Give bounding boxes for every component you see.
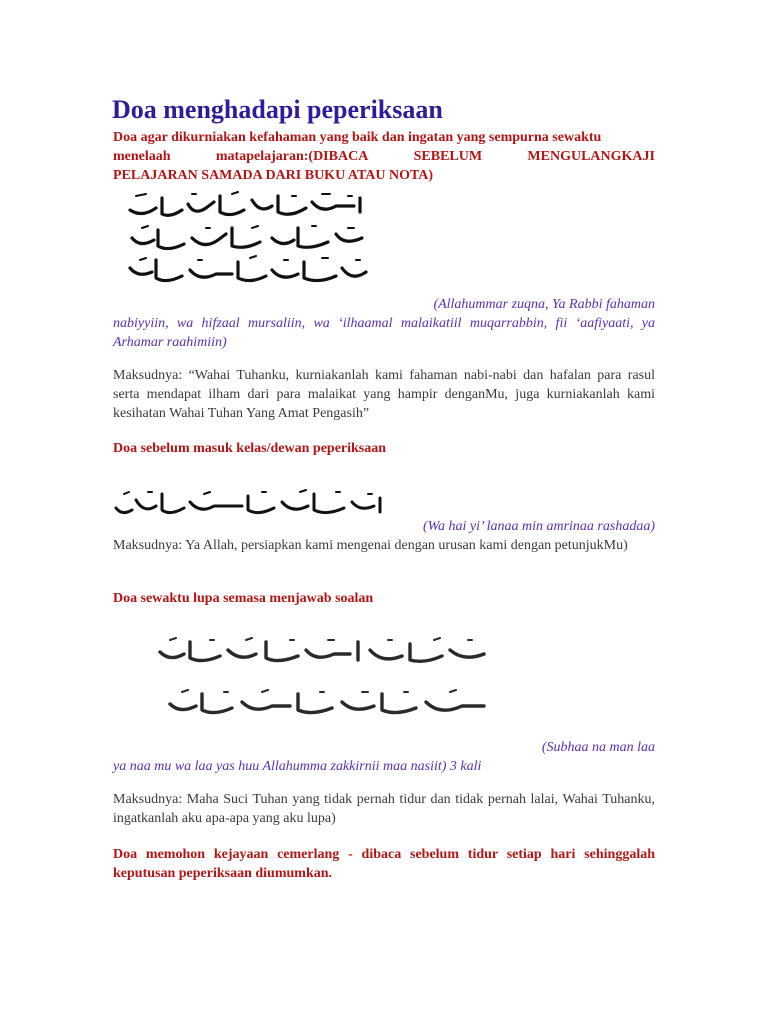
section3-heading: Doa sewaktu lupa semasa menjawab soalan: [113, 591, 374, 606]
page-title: Doa menghadapi peperiksaan: [112, 95, 443, 124]
intro-word: SEBELUM: [413, 149, 483, 164]
section1-transliteration: [113, 295, 655, 352]
arabic-calligraphy-image-1: [122, 188, 372, 296]
intro-word: menelaah: [113, 149, 171, 164]
section3-transliteration: [113, 738, 655, 776]
arabic-calligraphy-image-3: [150, 630, 500, 726]
arabic-calligraphy-image-2: [112, 482, 390, 522]
section2-heading: Doa sebelum masuk kelas/dewan peperiksaan: [113, 441, 387, 456]
intro-word: matapelajaran:(DIBACA: [215, 149, 369, 164]
section1-intro-line2: [113, 147, 655, 166]
section1-intro-line1: [113, 128, 655, 147]
section1-intro-line3: PELAJARAN SAMADA DARI BUKU ATAU NOTA): [113, 168, 434, 183]
intro-word: MENGULANGKAJI: [527, 149, 655, 164]
translit-line2: ya naa mu wa laa yas huu Allahumma zakkirnii maa nasiit) 3 kali: [113, 759, 482, 774]
section2-meaning: Maksudnya: Ya Allah, persiapkan kami mengenai dengan urusan kami dengan petunjukMu): [113, 538, 628, 553]
translit-line1: (Subhaa na man laa: [541, 740, 655, 755]
section3-meaning: Maksudnya: Maha Suci Tuhan yang tidak pernah tidur dan tidak pernah lalai, Wahai Tuhanku, ingatkanlah aku apa-apa yang aku lupa): [113, 792, 655, 826]
intro-line1-text: Doa agar dikurniakan kefahaman yang baik dan ingatan yang sempurna sewaktu: [113, 130, 602, 145]
translit-rest: nabiyyiin, wa hifzaal mursaliin, wa ‘ilhaamal malaikatiil muqarrabbin, fii ‘aafiyaati, ya Arhamar raahimiin): [113, 316, 655, 350]
section4-heading: Doa memohon kejayaan cemerlang - dibaca sebelum tidur setiap hari sehinggalah keputusan peperiksaan diumumkan.: [113, 847, 655, 881]
section1-intro: [113, 128, 655, 185]
section2-transliteration: (Wa hai yi’ lanaa min amrinaa rashadaa): [422, 519, 655, 534]
section1-meaning: Maksudnya: “Wahai Tuhanku, kurniakanlah kami fahaman nabi-nabi dan hafalan para rasul serta mendapat ilham dari para malaikat yang hampir denganMu, juga kurniakanlah kami kesihatan Wahai Tuhan Yang Amat Pengasih”: [113, 368, 655, 421]
translit-line1: (Allahummar zuqna, Ya Rabbi fahaman: [433, 297, 655, 312]
